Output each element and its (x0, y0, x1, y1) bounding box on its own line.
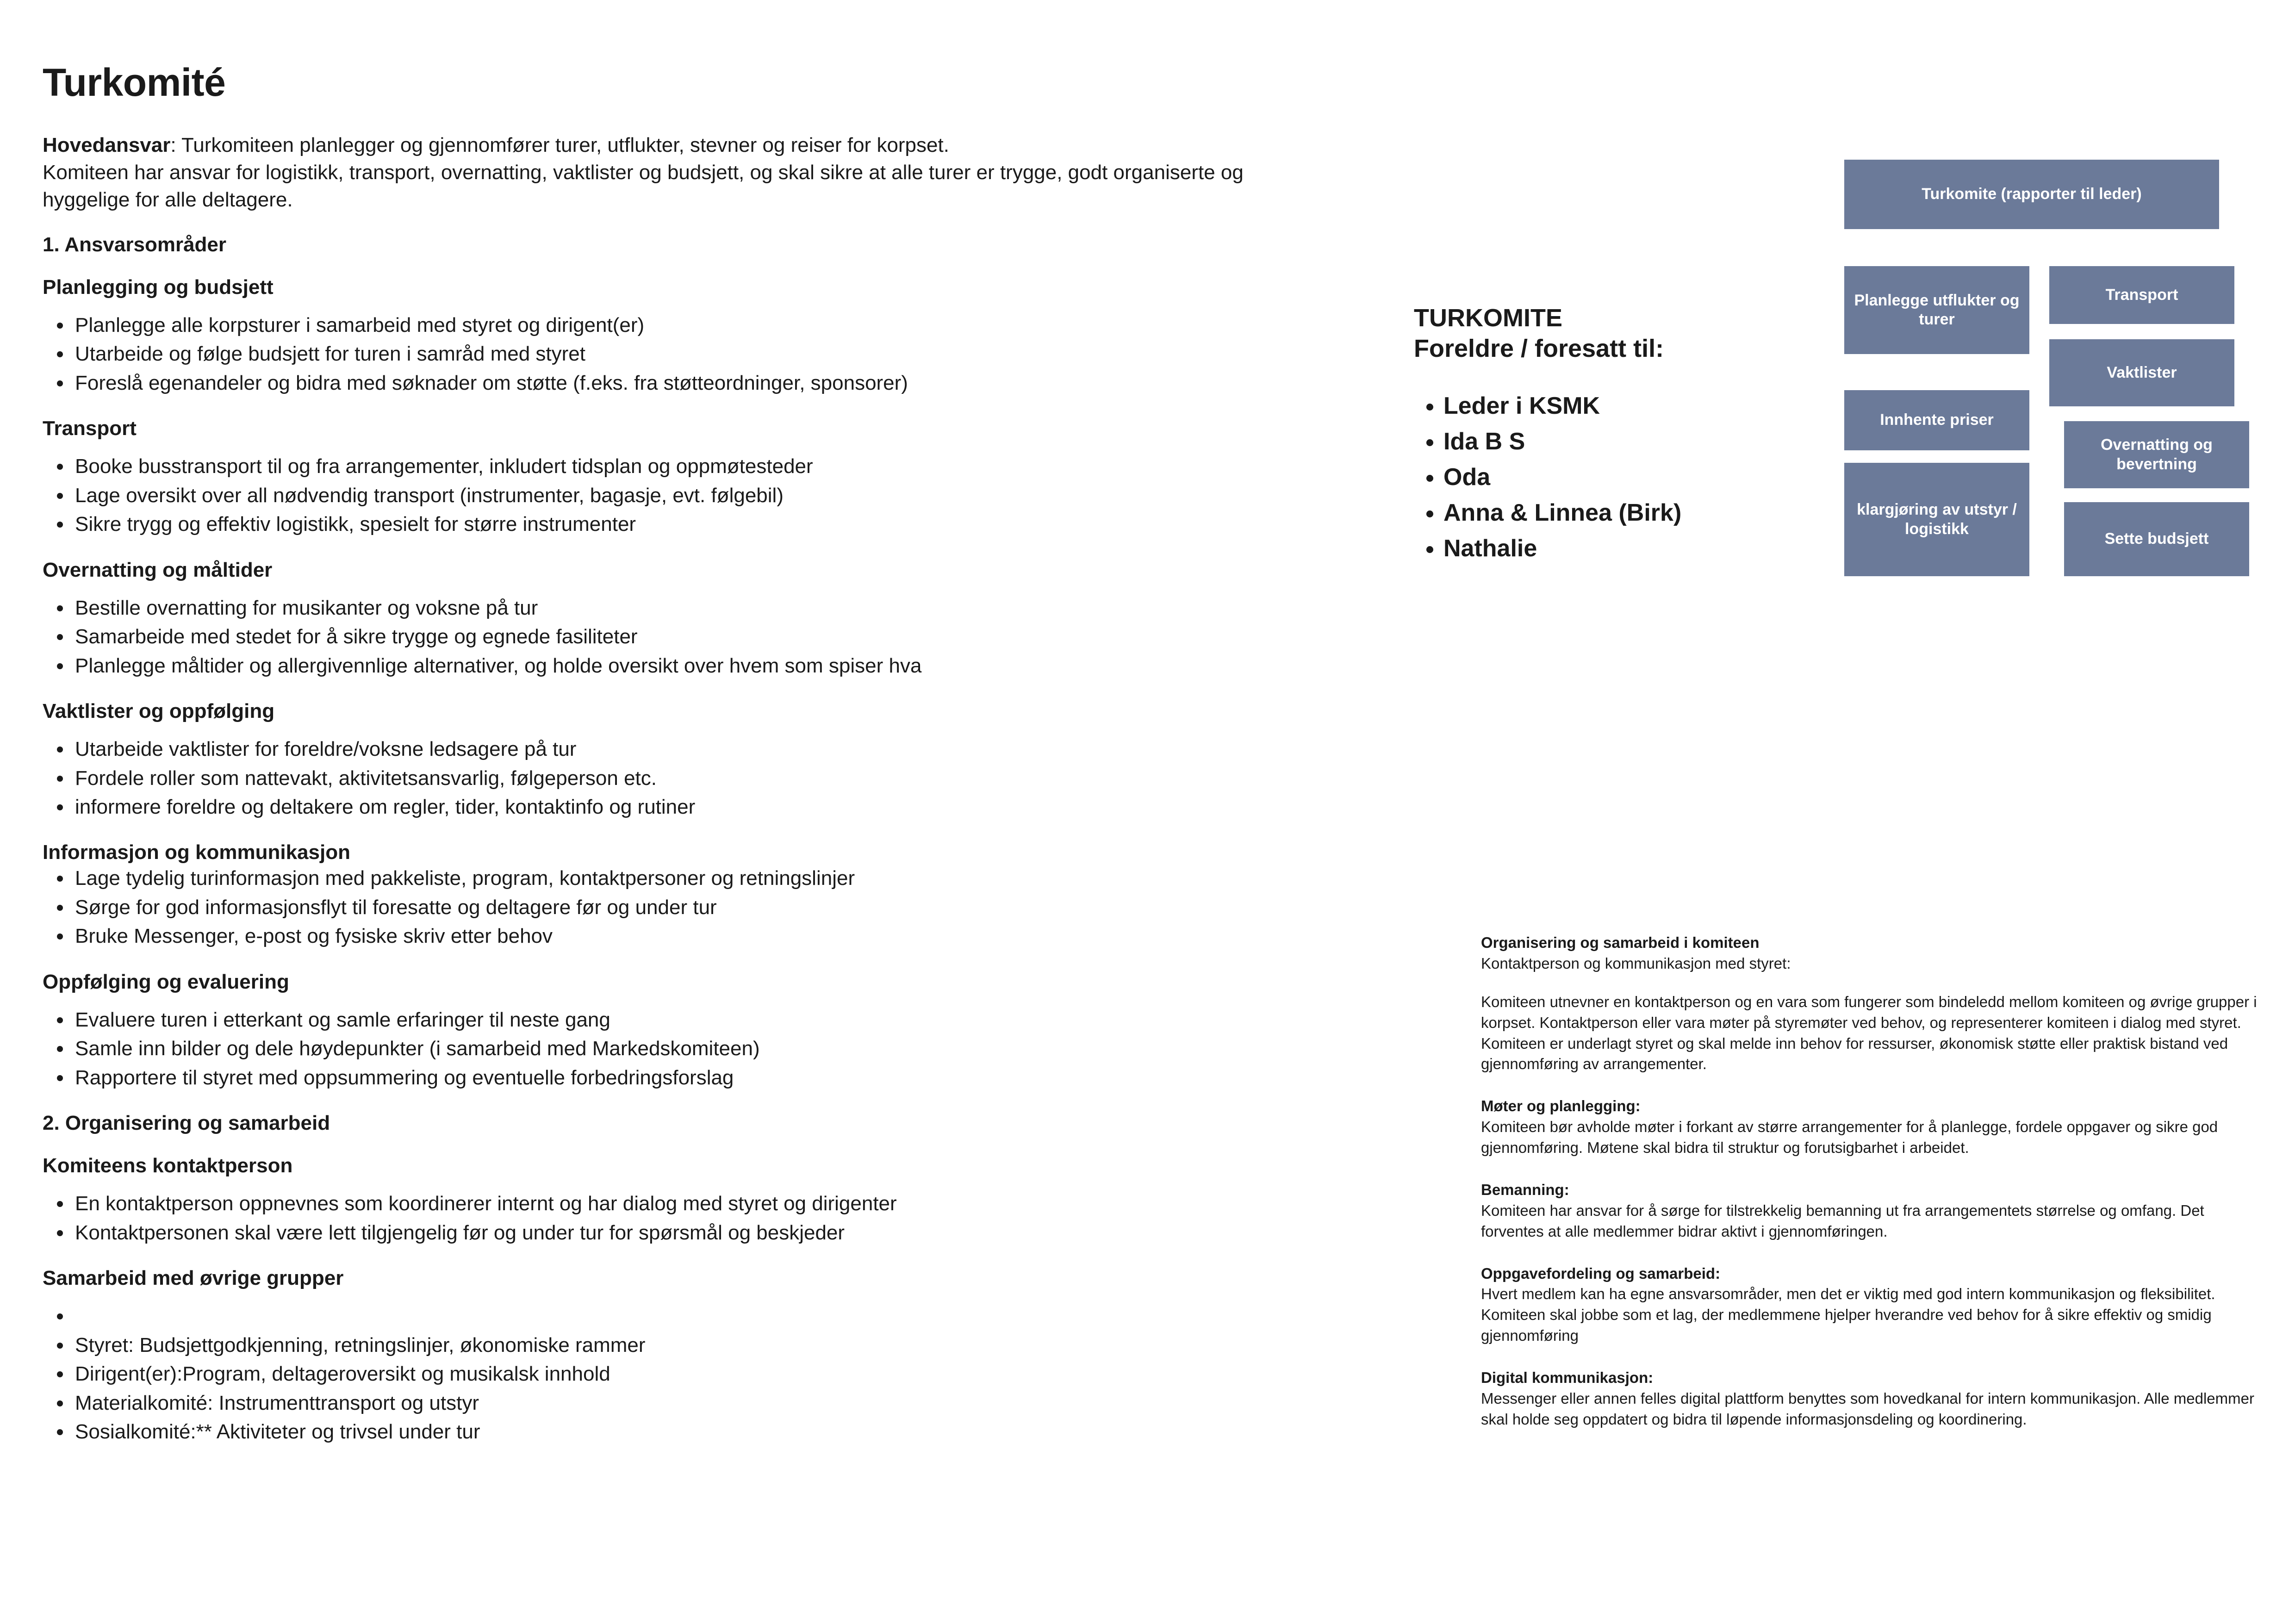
list-item: • Lage oversikt over all nødvendig transport (instrumenter, bagasje, evt. følgebil) (72, 481, 1431, 510)
list-item: • Fordele roller som nattevakt, aktivitetsansvarlig, følgeperson etc. (72, 764, 1431, 793)
list-vaktlister (43, 735, 1431, 821)
org-chart (1844, 160, 2247, 729)
list-item: • Samarbeide med stedet for å sikre trygge og egnede fasiliteter (72, 622, 1431, 651)
intro-line-2: Komiteen har ansvar for logistikk, transport, overnatting, vaktlister og budsjett, og skal sikre at alle turer er trygge, godt organiserte og (43, 161, 1244, 184)
list-item: • Samle inn bilder og dele høydepunkter (i samarbeid med Markedskomiteen) (72, 1034, 1431, 1063)
list-item: • Bruke Messenger, e-post og fysiske skriv etter behov (72, 922, 1431, 951)
notes-title: Organisering og samarbeid i komiteen (1481, 934, 1760, 951)
list-item: • Rapportere til styret med oppsummering og eventuelle forbedringsforslag (72, 1064, 1431, 1092)
members-title-line-1: TURKOMITE (1414, 304, 1562, 332)
list-item: • Styret: Budsjettgodkjenning, retningslinjer, økonomiske rammer (72, 1331, 1431, 1360)
group-heading-overnatting: Overnatting og måltider (43, 558, 273, 581)
list-item: • Utarbeide og følge budsjett for turen i samråd med styret (72, 340, 1431, 368)
group-heading-vaktlister: Vaktlister og oppfølging (43, 700, 275, 723)
list-item: • Lage tydelig turinformasjon med pakkeliste, program, kontaktpersoner og retningslinjer (72, 864, 1431, 893)
org-box-overnatting-bevertning: Overnatting og bevertning (2064, 421, 2249, 488)
list-item: • Dirigent(er):Program, deltageroversikt og musikalsk innhold (72, 1360, 1431, 1388)
list-kontaktperson (43, 1189, 1431, 1247)
group-heading-oppfolging: Oppfølging og evaluering (43, 970, 289, 993)
list-transport (43, 452, 1431, 539)
org-box-turkomite: Turkomite (rapporter til leder) (1844, 160, 2219, 229)
notes-text-oppgavefordeling: Hvert medlem kan ha egne ansvarsområder, men det er viktig med god intern kommunikasjon og fleksibilitet. Komiteen skal jobbe som et lag, der medlemmene hjelper hverandre ved behov for å sikre effektiv og smidig gjennomføring (1481, 1285, 2215, 1344)
intro-line-3: hyggelige for alle deltagere. (43, 188, 293, 211)
list-samarbeid (43, 1302, 1431, 1446)
list-informasjon (43, 864, 1431, 951)
list-item: • Planlegge måltider og allergivennlige alternativer, og holde oversikt over hvem som spiser hva (72, 652, 1431, 680)
list-item: • Sikre trygg og effektiv logistikk, spesielt for større instrumenter (72, 510, 1431, 539)
group-heading-transport: Transport (43, 417, 137, 440)
notes-text-bemanning: Komiteen har ansvar for å sørge for tilstrekkelig bemanning ut fra arrangementets størrelse og omfang. Det forventes at alle medlemmer bidrar aktivt i gjennomføringen. (1481, 1201, 2204, 1240)
main-content-column (43, 60, 1431, 1447)
notes-heading-oppgavefordeling: Oppgavefordeling og samarbeid: (1481, 1264, 1721, 1282)
notes-heading-bemanning-text: Bemanning (1481, 1181, 1564, 1198)
page-title: Turkomité (43, 61, 226, 104)
group-heading-kontaktperson: Komiteens kontaktperson (43, 1154, 293, 1177)
list-item: • Evaluere turen i etterkant og samle erfaringer til neste gang (72, 1006, 1431, 1034)
list-item: • Sørge for god informasjonsflyt til foresatte og deltagere før og under tur (72, 893, 1431, 922)
group-heading-informasjon: Informasjon og kommunikasjon (43, 841, 350, 864)
list-item: • Kontaktpersonen skal være lett tilgjengelig før og under tur for spørsmål og beskjeder (72, 1219, 1431, 1247)
list-item: • Planlegge alle korpsturer i samarbeid med styret og dirigent(er) (72, 311, 1431, 340)
org-box-vaktlister: Vaktlister (2049, 339, 2234, 406)
section-1-heading: 1. Ansvarsområder (43, 233, 227, 256)
org-box-innhente-priser: Innhente priser (1844, 390, 2029, 450)
member-item: • Anna & Linnea (Birk) (1443, 495, 1840, 531)
notes-column (1481, 933, 2268, 1430)
group-heading-samarbeid: Samarbeid med øvrige grupper (43, 1267, 344, 1290)
intro-paragraph (43, 132, 1431, 214)
org-box-klargjoring-logistikk: klargjøring av utstyr / logistikk (1844, 463, 2029, 576)
notes-paragraph-1: Komiteen utnevner en kontaktperson og en vara som fungerer som bindeledd mellom komiteen og øvrige grupper i korpset. Kontaktperson eller vara møter på styremøter ved behov, og representerer komiteen i dialog med styret. Komiteen er underlagt styret og skal melde inn behov for ressurser, økonomisk støtte eller praktisk bistand ved gjennomføring av arrangementer. (1481, 993, 2257, 1073)
notes-subtitle: Kontaktperson og kommunikasjon med styret: (1481, 954, 1791, 972)
list-oppfolging (43, 1006, 1431, 1092)
members-panel-title (1414, 303, 1840, 364)
members-panel (1414, 303, 1840, 566)
members-title-line-2: Foreldre / foresatt til: (1414, 334, 1664, 362)
org-box-transport: Transport (2049, 266, 2234, 324)
member-item: • Ida B S (1443, 424, 1840, 460)
intro-lead-label: Hovedansvar (43, 134, 171, 156)
notes-text-digital: Messenger eller annen felles digital plattform benyttes som hovedkanal for intern kommunikasjon. Alle medlemmer skal holde seg oppdatert og bidra til løpende informasjonsdeling og koordinering. (1481, 1389, 2254, 1428)
section-2-heading: 2. Organisering og samarbeid (43, 1112, 330, 1135)
notes-heading-bemanning (1481, 1180, 2268, 1201)
list-item: • Utarbeide vaktlister for foreldre/voksne ledsagere på tur (72, 735, 1431, 764)
member-item: • Nathalie (1443, 531, 1840, 566)
list-overnatting (43, 594, 1431, 680)
list-item (72, 1302, 1431, 1331)
list-planlegging (43, 311, 1431, 398)
members-list (1414, 388, 1840, 566)
org-box-planlegge-utflukter: Planlegge utflukter og turer (1844, 266, 2029, 354)
list-item: • Foreslå egenandeler og bidra med søknader om støtte (f.eks. fra støtteordninger, sponsorer) (72, 369, 1431, 398)
member-item: • Leder i KSMK (1443, 388, 1840, 424)
intro-lead-text: : Turkomiteen planlegger og gjennomfører turer, utflukter, stevner og reiser for korpset. (170, 134, 949, 156)
member-item: • Oda (1443, 460, 1840, 495)
list-item: • Booke busstransport til og fra arrangementer, inkludert tidsplan og oppmøtesteder (72, 452, 1431, 481)
list-item: • Sosialkomité:** Aktiviteter og trivsel under tur (72, 1418, 1431, 1446)
notes-text-moter: Komiteen bør avholde møter i forkant av større arrangementer for å planlegge, fordele oppgaver og sikre god gjennomføring. Møtene skal bidra til struktur og forutsigbarhet i arbeidet. (1481, 1118, 2218, 1156)
list-item: • Materialkomité: Instrumenttransport og utstyr (72, 1389, 1431, 1418)
notes-heading-digital: Digital kommunikasjon: (1481, 1369, 1654, 1386)
notes-heading-bemanning-suffix: : (1564, 1181, 1569, 1198)
list-item: • Bestille overnatting for musikanter og voksne på tur (72, 594, 1431, 622)
notes-heading-moter: Møter og planlegging: (1481, 1097, 1641, 1115)
list-item: • En kontaktperson oppnevnes som koordinerer internt og har dialog med styret og dirigenter (72, 1189, 1431, 1218)
org-box-sette-budsjett: Sette budsjett (2064, 502, 2249, 576)
list-item: • informere foreldre og deltakere om regler, tider, kontaktinfo og rutiner (72, 793, 1431, 821)
group-heading-planlegging: Planlegging og budsjett (43, 275, 274, 299)
